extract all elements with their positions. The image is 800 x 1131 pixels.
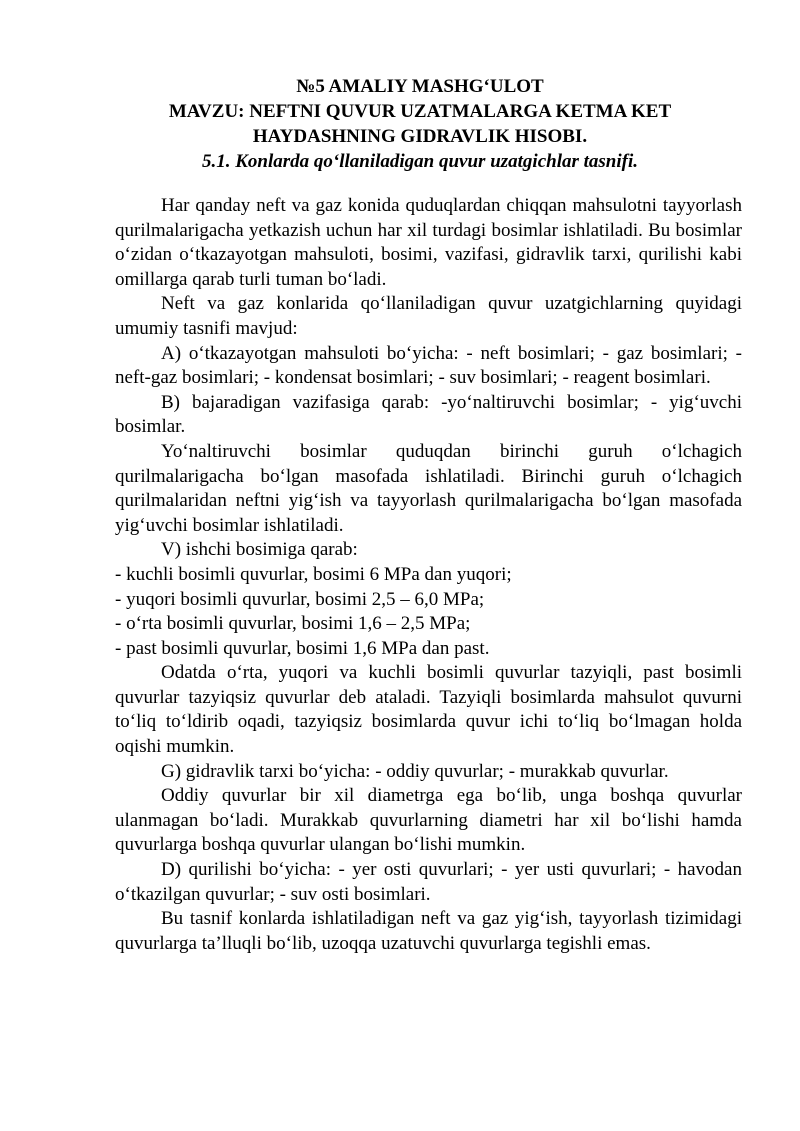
paragraph-d-construction: D) qurilishi bo‘yicha: - yer osti quvurlari; - yer usti quvurlari; - havodan o‘tkazilgan quvurlar; - suv osti bosimlari. [115,859,742,905]
paragraph-directing-pipes: Yo‘naltiruvchi bosimlar quduqdan birinchi guruh o‘lchagich qurilmalarigacha bo‘lgan masofada ishlatiladi. Birinchi guruh o‘lchagich qurilmalaridan neftni yig‘ish va tayyorlash qurilmalarigacha bo‘lgan masofada yig‘uvchi bosimlar ishlatiladi. [115,440,742,536]
list-item-medium-pressure: - o‘rta bosimli quvurlar, bosimi 1,6 – 2,5 MPa; [115,613,471,635]
document-body [115,194,742,956]
paragraph-a-product: A) o‘tkazayotgan mahsuloti bo‘yicha: - neft bosimlari; - gaz bosimlari; - neft-gaz bosimlari; - kondensat bosimlari; - suv bosimlari; - reagent bosimlari. [115,342,742,389]
topic-title-line-2: HAYDASHNING GIDRAVLIK HISOBI. [252,126,588,147]
list-item-high-pressure: - yuqori bosimli quvurlar, bosimi 2,5 – 6,0 MPa; [115,588,485,610]
list-item-strong-pressure: - kuchli bosimli quvurlar, bosimi 6 MPa dan yuqori; [115,563,512,585]
list-item-low-pressure: - past bosimli quvurlar, bosimi 1,6 MPa dan past. [115,637,490,659]
document-header [100,74,740,174]
paragraph-intro: Har qanday neft va gaz konida quduqlardan chiqqan mahsulotni tayyorlash qurilmalarigacha yetkazish uchun har xil turdagi bosimlar ishlatiladi. Bu bosimlar o‘zidan o‘tkazayotgan mahsuloti, bosimi, vazifasi, gidravlik tarxi, qurilishi kabi omillarga qarab turli tuman bo‘ladi. [115,195,742,290]
exercise-title: №5 AMALIY MASHG‘ULOT [296,76,544,97]
topic-title-line-1: MAVZU: NEFTNI QUVUR UZATMALARGA KETMA KET [168,101,672,122]
paragraph-classification: Neft va gaz konlarida qo‘llaniladigan quvur uzatgichlarning quyidagi umumiy tasnifi mavjud: [115,293,742,339]
paragraph-pressure-types: Odatda o‘rta, yuqori va kuchli bosimli quvurlar tazyiqli, past bosimli quvurlar tazyiqsiz quvurlar deb ataladi. Tazyiqli bosimlarda mahsulot quvurni to‘liq to‘ldirib oqadi, tazyiqsiz bosimlarda quvur ichi to‘liq bo‘lmagan holda oqishi mumkin. [115,662,742,758]
paragraph-g-hydraulic: G) gidravlik tarxi bo‘yicha: - oddiy quvurlar; - murakkab quvurlar. [161,760,669,782]
paragraph-b-purpose: B) bajaradigan vazifasiga qarab: -yo‘naltiruvchi bosimlar; - yig‘uvchi bosimlar. [115,391,742,438]
section-subtitle: 5.1. Konlarda qo‘llaniladigan quvur uzatgichlar tasnifi. [201,151,639,172]
paragraph-simple-complex: Oddiy quvurlar bir xil diametrga ega bo‘lib, unga boshqa quvurlar ulanmagan bo‘ladi. Murakkab quvurlarning diametri har xil bo‘lishi hamda quvurlarga boshqa quvurlar ulangan bo‘lishi mumkin. [115,785,742,856]
paragraph-conclusion: Bu tasnif konlarda ishlatiladigan neft va gaz yig‘ish, tayyorlash tizimidagi quvurlarga ta’lluqli bo‘lib, uzoqqa uzatuvchi quvurlarga tegishli emas. [115,908,742,954]
paragraph-v-pressure: V) ishchi bosimiga qarab: [161,539,358,561]
